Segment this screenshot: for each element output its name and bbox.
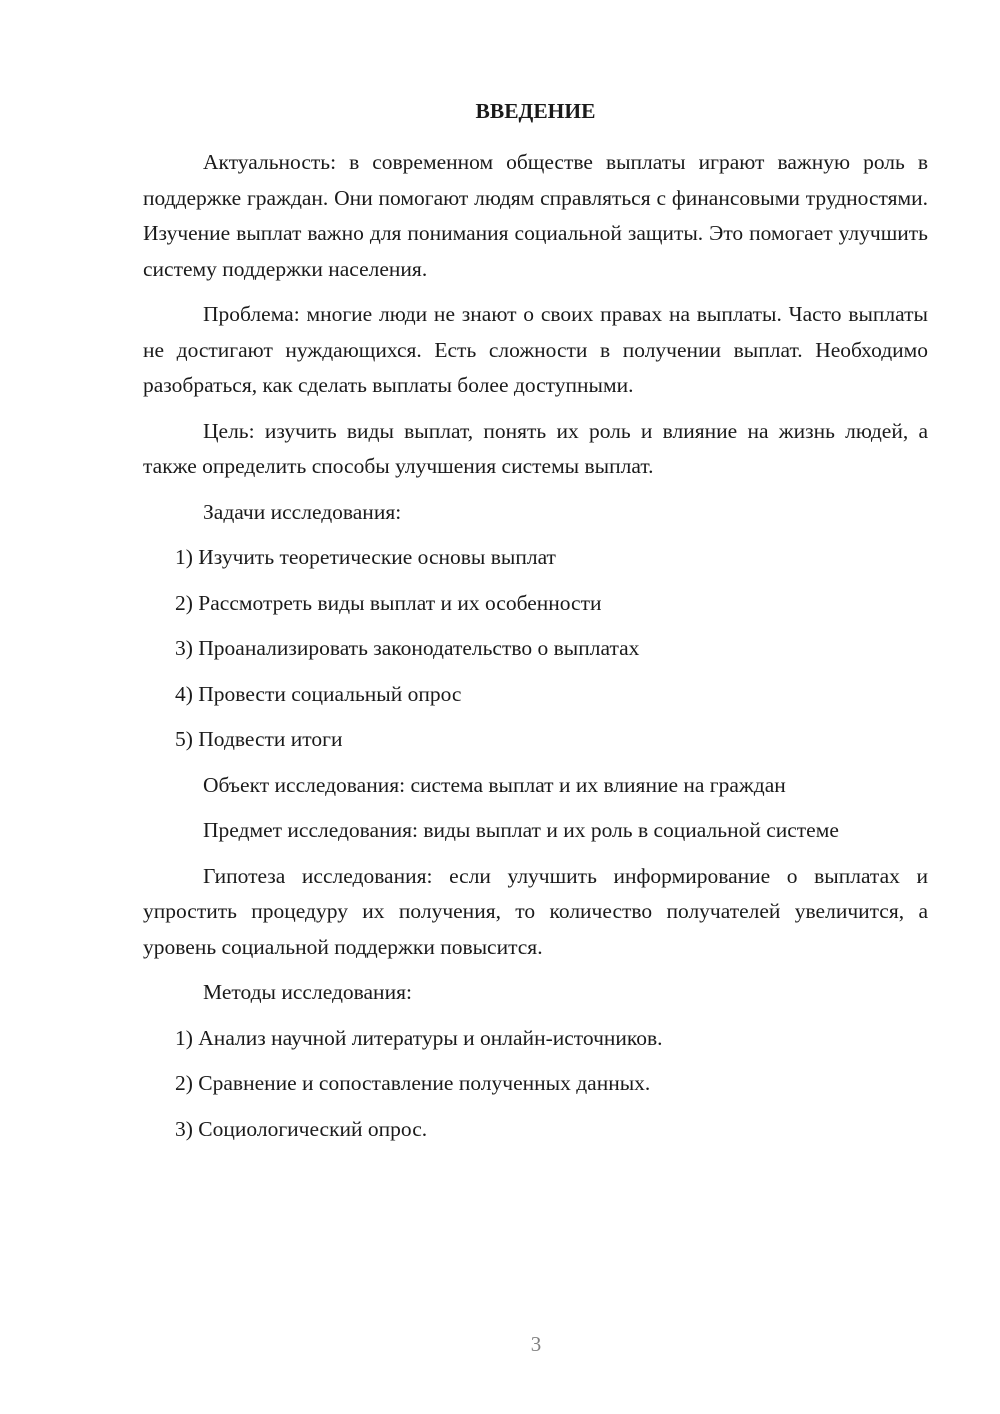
section-title: ВВЕДЕНИЕ [475, 99, 596, 123]
page-content [143, 93, 928, 1157]
task-item: 4) Провести социальный опрос [175, 681, 462, 706]
hypothesis-paragraph: Гипотеза исследования: если улучшить информирование о выплатах и упростить процедуру их получения, то количество получателей увеличится, а уровень социальной поддержки повысится. [143, 863, 928, 959]
task-item: 3) Проанализировать законодательство о выплатах [175, 636, 640, 660]
page-number: 3 [530, 1332, 542, 1356]
methods-label: Методы исследования: [203, 980, 412, 1004]
object-line: Объект исследования: система выплат и их влияние на граждан [203, 772, 786, 797]
task-item: 1) Изучить теоретические основы выплат [175, 545, 556, 569]
tasks-label: Задачи исследования: [203, 499, 402, 524]
task-item: 5) Подвести итоги [175, 727, 343, 751]
method-item: 2) Сравнение и сопоставление полученных данных. [175, 1071, 651, 1095]
task-item: 2) Рассмотреть виды выплат и их особенности [175, 590, 602, 615]
problem-paragraph: Проблема: многие люди не знают о своих правах на выплаты. Часто выплаты не достигают нуждающихся. Есть сложности в получении выплат. Необходимо разобраться, как сделать выплаты более доступными. [143, 302, 928, 397]
method-item: 3) Социологический опрос. [175, 1116, 428, 1141]
goal-paragraph: Цель: изучить виды выплат, понять их роль и влияние на жизнь людей, а также определить способы улучшения системы выплат. [143, 418, 928, 478]
relevance-paragraph: Актуальность: в современном обществе выплаты играют важную роль в поддержке граждан. Они помогают людям справляться с финансовыми трудностями. Изучение выплат важно для понимания социальной защиты. Это помогает улучшить систему поддержки населения. [143, 150, 928, 281]
subject-paragraph: Предмет исследования: виды выплат и их роль в социальной системе [203, 818, 839, 842]
method-item: 1) Анализ научной литературы и онлайн-источников. [175, 1025, 663, 1050]
